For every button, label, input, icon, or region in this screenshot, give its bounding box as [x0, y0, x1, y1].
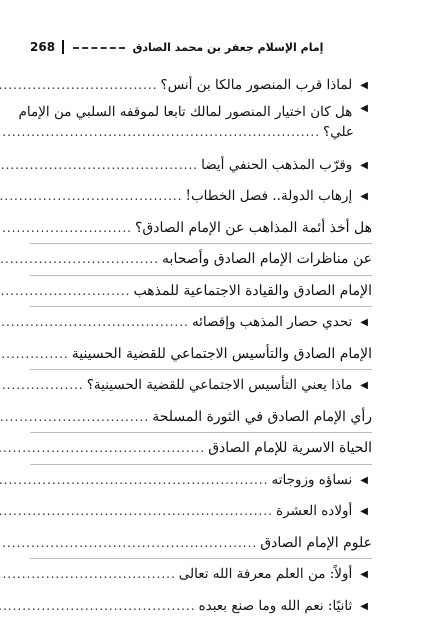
- toc-entry-title: ثانيًا: نعم الله وما صنع بعبده: [198, 597, 353, 614]
- toc-entry[interactable]: [30, 496, 372, 528]
- dot-leader: [0, 125, 320, 139]
- toc-entry[interactable]: [18, 102, 372, 150]
- toc-entry-title: هل أخذ أئمة المذاهب عن الإمام الصادق؟: [135, 219, 372, 236]
- bullet-icon: ◀: [360, 102, 368, 114]
- toc-entry[interactable]: [30, 559, 372, 591]
- dot-leader: [0, 473, 268, 487]
- bullet-icon: ◀: [360, 506, 368, 517]
- bullet-icon: ◀: [360, 600, 368, 612]
- toc-entry[interactable]: [30, 244, 372, 276]
- dot-leader: [0, 599, 196, 613]
- toc-entry-title: علوم الإمام الصادق: [260, 534, 372, 551]
- toc-entry[interactable]: [30, 307, 372, 339]
- dot-leader: [0, 441, 205, 455]
- toc-entry-title: ماذا يعني التأسيس الاجتماعي للقضية الحسينية؟: [86, 377, 353, 393]
- dot-leader: [0, 378, 84, 392]
- toc-entry[interactable]: [30, 150, 372, 182]
- toc-entry[interactable]: [30, 213, 372, 245]
- toc-entry-title: إرهاب الدولة.. فصل الخطاب!: [185, 188, 353, 204]
- dot-leader: [0, 78, 158, 92]
- toc-entry[interactable]: [30, 181, 372, 213]
- toc-entry[interactable]: [30, 70, 372, 102]
- bullet-icon: ◀: [360, 317, 368, 328]
- dot-leader: [0, 252, 159, 266]
- dot-leader: [0, 410, 149, 424]
- toc-entry-title: نساؤه وزوجاته: [271, 471, 353, 488]
- page-number: 268: [30, 40, 56, 54]
- page-header: [30, 38, 370, 56]
- dot-leader: [0, 504, 273, 518]
- dot-leader: [0, 567, 176, 581]
- bullet-icon: ◀: [360, 380, 368, 391]
- dot-leader: [0, 221, 132, 235]
- toc-entry-title: الإمام الصادق والتأسيس الاجتماعي للقضية الحسينية: [71, 345, 372, 362]
- header-divider: [62, 40, 64, 54]
- dot-leader: [0, 158, 198, 172]
- toc-entry-title: الإمام الصادق والقيادة الاجتماعية للمذهب: [133, 282, 372, 299]
- dot-leader: [0, 315, 189, 329]
- toc-entry-title: علي؟: [323, 123, 354, 140]
- bullet-icon: ◀: [360, 569, 368, 580]
- toc-entry[interactable]: [30, 276, 372, 308]
- dot-leader: [0, 284, 131, 298]
- bullet-icon: ◀: [360, 191, 368, 202]
- bullet-icon: ◀: [360, 474, 368, 486]
- toc-entry-title: أولاده العشرة: [276, 503, 353, 519]
- toc-entry[interactable]: [30, 465, 372, 497]
- book-title: إمام الإسلام جعفر بن محمد الصادق: [132, 40, 324, 54]
- toc-entry-title: رأي الإمام الصادق في الثورة المسلحة: [152, 408, 372, 425]
- toc-entry[interactable]: [30, 528, 372, 560]
- toc-entry[interactable]: [30, 339, 372, 371]
- toc-entry-title: هل كان اختيار المنصور لمالك تابعا لموقفه السلبي من الإمام: [18, 103, 353, 120]
- toc-entry-title: أولاً: من العلم معرفة الله تعالى: [178, 566, 353, 582]
- toc-entry-title: الحياة الاسرية للإمام الصادق: [208, 440, 372, 456]
- toc-entry[interactable]: [30, 370, 372, 402]
- toc-entry[interactable]: [30, 433, 372, 465]
- toc-entry-title: عن مناظرات الإمام الصادق وأصحابه: [162, 251, 372, 267]
- bullet-icon: ◀: [360, 80, 368, 91]
- table-of-contents: [18, 70, 372, 622]
- dot-leader: [0, 189, 183, 203]
- header-dashes: [73, 47, 125, 49]
- toc-entry[interactable]: [30, 402, 372, 434]
- toc-entry-title: وقرّب المذهب الحنفي أيضا: [201, 156, 353, 173]
- dot-leader: [0, 536, 257, 550]
- bullet-icon: ◀: [360, 159, 368, 171]
- toc-entry-title: تحدي حصار المذهب وإقصائه: [191, 314, 353, 330]
- dot-leader: [0, 347, 69, 361]
- toc-entry[interactable]: [30, 591, 372, 623]
- toc-entry-title: لماذا قرب المنصور مالكا بن أنس؟: [160, 77, 353, 93]
